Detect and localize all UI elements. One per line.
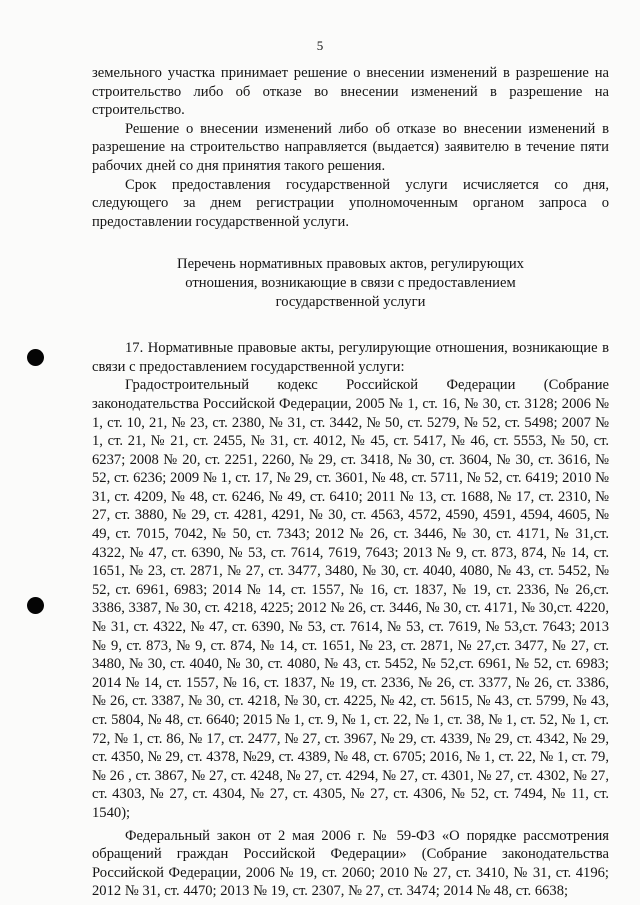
- section-heading-line: Перечень нормативных правовых актов, регулирующих: [177, 256, 524, 273]
- paragraph: Федеральный закон от 2 мая 2006 г. № 59-ФЗ «О порядке рассмотрения обращений граждан Российской Федерации» (Собрание законодательства Российской Федерации, 2006 № 19, ст. 2060; 2010 № 27, ст. 3410, № 31, ст. 4196; 2012 № 31, ст. 4470; 2013 № 19, ст. 2307, № 27, ст. 3474; 2014 № 48, ст. 6638;: [92, 827, 609, 900]
- section-heading: [92, 255, 609, 311]
- paragraph: Градостроительный кодекс Российской Федерации (Собрание законодательства Российской Федерации, 2005 № 1, ст. 16, № 30, ст. 3128; 2006 № 1, ст. 10, 21, № 23, ст. 2380, № 31, ст. 3442, № 50, ст. 5279, № 52, ст. 5498; 2007 № 1, ст. 21, № 21, ст. 2455, № 31, ст. 4012, № 45, ст. 5417, № 46, ст. 5553, № 50, ст. 6237; 2008 № 20, ст. 2251, 2260, № 29, ст. 3418, № 30, ст. 3604, № 30, ст. 3616, № 52, ст. 6236; 2009 № 1, ст. 17, № 29, ст. 3601, № 48, ст. 5711, № 52, ст. 6419; 2010 № 31, ст. 4209, № 48, ст. 6246, № 49, ст. 6410; 2011 № 13, ст. 1688, № 17, ст. 2310, № 27, ст. 3880, № 29, ст. 4281, 4291, № 30, ст. 4563, 4572, 4590, 4591, 4594, 4605, № 49, ст. 7015, 7042, № 50, ст. 7343; 2012 № 26, ст. 3446, № 30, ст. 4171, № 31,ст. 4322, № 47, ст. 6390, № 53, ст. 7614, 7619, 7643; 2013 № 9, ст. 873, 874, № 14, ст. 1651, № 23, ст. 2871, № 27, ст. 3477, 3480, № 30, ст. 4040, 4080, № 43, ст. 5452, № 52, ст. 6961, 6983; 2014 № 14, ст. 1557, № 16, ст. 1837, № 19, ст. 2336, № 26,ст. 3386, 3387, № 30, ст. 4218, 4225; 2012 № 26, ст. 3446, № 30, ст. 4171, № 30,ст. 4220, № 31, ст. 4322, № 47, ст. 6390, № 53, ст. 7614, № 53, ст. 7619, № 53,ст. 7643; 2013 № 9, ст. 873, № 9, ст. 874, № 14, ст. 1651, № 23, ст. 2871, № 27,ст. 3477, № 27, ст. 3480, № 30, ст. 4040, № 30, ст. 4080, № 43, ст. 5452, № 52,ст. 6961, № 52, ст. 6983; 2014 № 14, ст. 1557, № 16, ст. 1837, № 19, ст. 2336, № 26, ст. 3377, № 26, ст. 3386, № 26, ст. 3387, № 30, ст. 4218, № 30, ст. 4225, № 42, ст. 5615, № 43, ст. 5799, № 43, ст. 5804, № 48, ст. 6640; 2015 № 1, ст. 9, № 1, ст. 22, № 1, ст. 38, № 1, ст. 52, № 1, ст. 72, № 1, ст. 86, № 17, ст. 2477, № 27, ст. 3967, № 29, ст. 4339, № 29, ст. 4342, № 29, ст. 4350, № 29, ст. 4378, №29, ст. 4389, № 48, ст. 6705; 2016, № 1, ст. 22, № 1, ст. 79, № 26 , ст. 3867, № 27, ст. 4248, № 27, ст. 4294, № 27, ст. 4301, № 27, ст. 4302, № 27, ст. 4303, № 27, ст. 4304, № 27, ст. 4305, № 27, ст. 4306, № 52, ст. 7494, № 11, ст. 1540);: [92, 377, 609, 821]
- paragraph: Решение о внесении изменений либо об отказе во внесении изменений в разрешение на строительство направляется (выдается) заявителю в течение пяти рабочих дней со дня принятия такого решения.: [92, 120, 609, 174]
- page-number: 5: [316, 38, 324, 53]
- punch-hole-top: [27, 349, 44, 366]
- section-heading-line: отношения, возникающие в связи с предоставлением: [185, 274, 516, 291]
- document-body: [92, 64, 609, 901]
- punch-hole-bottom: [27, 597, 44, 614]
- paragraph: земельного участка принимает решение о внесении изменений в разрешение на строительство либо об отказе во внесении изменений в разрешение на строительство.: [92, 65, 609, 119]
- section-heading-line: государственной услуги: [275, 293, 426, 310]
- paragraph: Срок предоставления государственной услуги исчисляется со дня, следующего за днем регистрации уполномоченным органом запроса о предоставлении государственной услуги.: [92, 176, 609, 230]
- paragraph: 17. Нормативные правовые акты, регулирующие отношения, возникающие в связи с предоставлением государственной услуги:: [92, 340, 609, 375]
